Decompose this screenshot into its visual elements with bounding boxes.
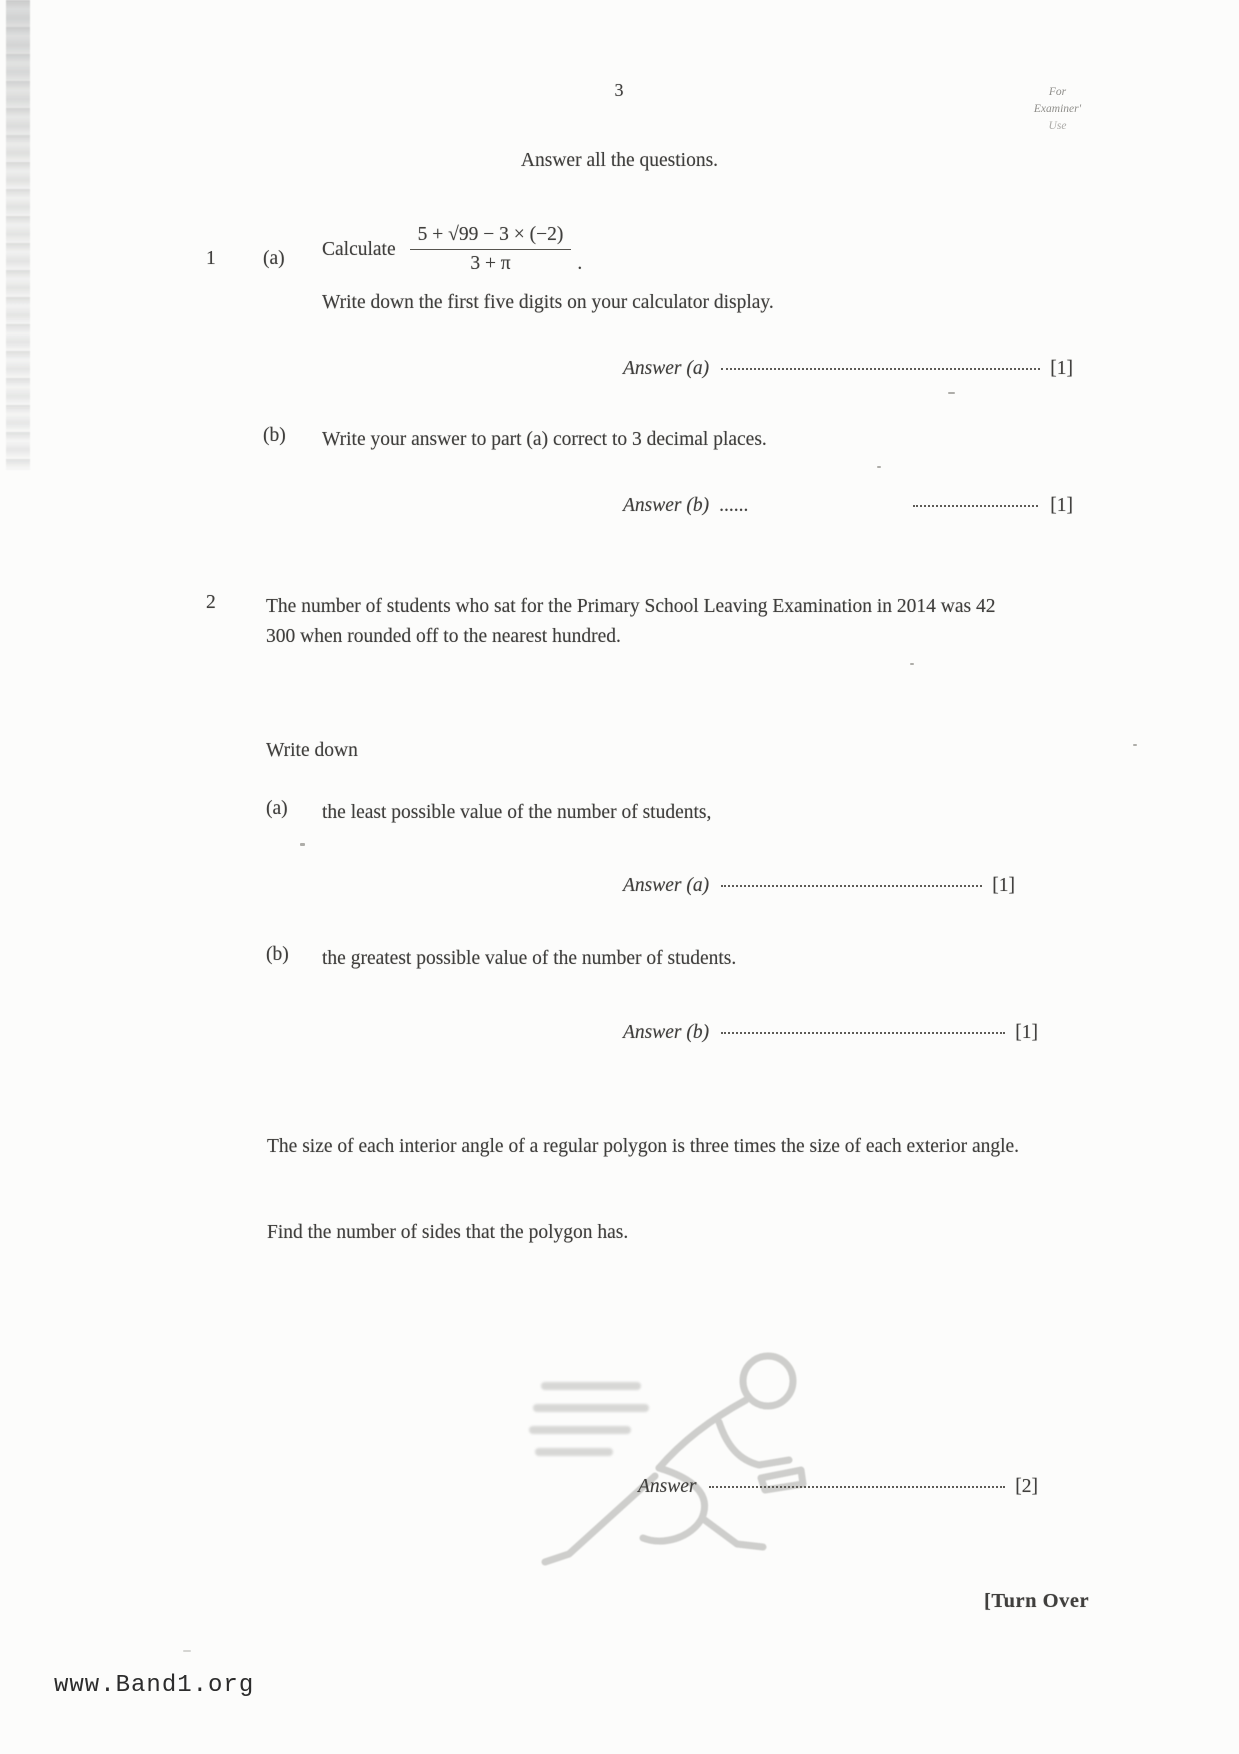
answer-line-2b	[623, 1022, 1038, 1044]
fraction	[410, 224, 572, 275]
turn-over-label: [Turn Over	[984, 1590, 1090, 1612]
answer-2b-marks: [1]	[1015, 1022, 1038, 1043]
question-3-task: Find the number of sides that the polygon has.	[267, 1222, 629, 1243]
answer-2b-label: Answer (b)	[623, 1022, 710, 1043]
question-1b-label: (b)	[263, 425, 286, 446]
sprinter-watermark-icon	[505, 1338, 825, 1578]
answer-1b-dotted-line	[913, 505, 1038, 507]
answer-2a-marks: [1]	[992, 875, 1015, 896]
scan-speck	[877, 466, 881, 468]
question-1a-label: (a)	[263, 248, 285, 269]
answer-1a-marks: [1]	[1050, 358, 1073, 379]
examiner-use-box	[1010, 84, 1105, 135]
answer-2b-dotted-line	[721, 1032, 1005, 1034]
answer-line-1a	[623, 358, 1073, 380]
answer-1a-label: Answer (a)	[623, 358, 710, 379]
instructions-heading: Answer all the questions.	[520, 150, 719, 171]
scan-edge-artifact	[6, 0, 30, 470]
question-1-number: 1	[206, 248, 216, 269]
question-1a-formula	[322, 224, 582, 275]
examiner-line-1: For	[1048, 86, 1067, 98]
fraction-denominator: 3 + π	[470, 253, 511, 274]
question-1a-text: Write down the first five digits on your calculator display.	[322, 292, 774, 313]
answer-3-dotted-line	[709, 1486, 1006, 1488]
answer-1a-dotted-line	[721, 368, 1040, 370]
examiner-line-2: Examiner'	[1033, 103, 1082, 115]
question-3-intro: The size of each interior angle of a regular polygon is three times the size of each exterior angle.	[267, 1136, 1020, 1157]
question-2b-text: the greatest possible value of the number of students.	[322, 948, 737, 969]
answer-1b-marks: [1]	[1050, 495, 1073, 516]
scan-speck	[948, 392, 955, 394]
question-2b-label: (b)	[266, 944, 289, 965]
answer-1b-label: Answer (b)	[623, 495, 710, 516]
website-watermark: www.Band1.org	[54, 1672, 255, 1699]
question-2-intro: The number of students who sat for the Primary School Leaving Examination in 2014 was 42 300 when rounded off to the nearest hundred.	[266, 596, 996, 647]
answer-2a-dotted-line	[721, 885, 982, 887]
answer-2a-label: Answer (a)	[623, 875, 710, 896]
calculate-prefix: Calculate	[322, 238, 396, 260]
page-number: 3	[614, 80, 625, 100]
answer-3-label: Answer	[638, 1476, 697, 1497]
answer-line-1b	[623, 495, 1073, 517]
examiner-line-3: Use	[1048, 120, 1067, 132]
fraction-numerator: 5 + √99 − 3 × (−2)	[410, 224, 572, 250]
question-2-write-down: Write down	[266, 740, 358, 761]
formula-period: .	[577, 253, 583, 274]
scan-speck	[183, 1650, 191, 1652]
question-2-number: 2	[206, 592, 216, 613]
scan-speck	[1133, 744, 1137, 746]
scan-speck	[910, 663, 914, 665]
answer-3-marks: [2]	[1015, 1476, 1038, 1497]
question-1b-text: Write your answer to part (a) correct to 3 decimal places.	[322, 429, 767, 450]
question-2a-text: the least possible value of the number of students,	[322, 802, 712, 823]
answer-1b-dots-text: ......	[719, 495, 749, 516]
question-2a-label: (a)	[266, 798, 288, 819]
answer-line-3	[638, 1476, 1038, 1498]
scan-speck	[300, 843, 305, 846]
answer-line-2a	[623, 875, 1015, 897]
